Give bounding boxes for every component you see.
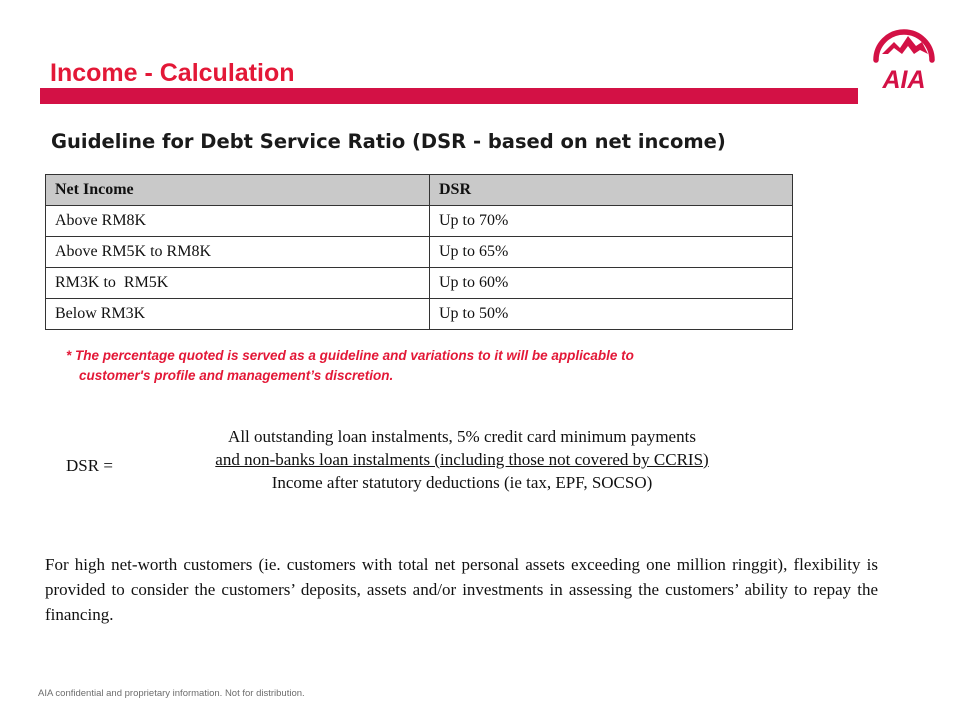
table-row	[46, 206, 793, 237]
net-income-cell: Below RM3K	[46, 299, 430, 330]
net-income-cell: RM3K to RM5K	[46, 268, 430, 299]
guideline-disclaimer-note	[66, 346, 766, 386]
aia-logo-icon	[864, 20, 944, 100]
table-header-row	[46, 175, 793, 206]
table-row	[46, 299, 793, 330]
table-row	[46, 237, 793, 268]
net-income-cell: Above RM5K to RM8K	[46, 237, 430, 268]
dsr-formula	[142, 425, 782, 494]
high-net-worth-paragraph: For high net-worth customers (ie. customers with total net personal assets exceeding one million ringgit), flexibility is provided to consider the customers’ deposits, assets and/or investments in assessing the customers’ ability to repay the financing.	[45, 555, 878, 624]
dsr-cell: Up to 70%	[430, 206, 793, 237]
note-line-2: customer's profile and management’s discretion.	[79, 368, 394, 383]
dsr-guideline-table	[45, 174, 793, 330]
column-header-dsr: DSR	[430, 175, 793, 206]
dsr-cell: Up to 65%	[430, 237, 793, 268]
formula-numerator-line-1: All outstanding loan instalments, 5% credit card minimum payments	[228, 427, 696, 446]
svg-text:AIA: AIA	[882, 66, 926, 94]
formula-denominator: Income after statutory deductions (ie tax, EPF, SOCSO)	[271, 473, 653, 492]
section-subtitle: Guideline for Debt Service Ratio (DSR - based on net income)	[51, 130, 726, 153]
net-income-cell: Above RM8K	[46, 206, 430, 237]
column-header-net-income: Net Income	[46, 175, 430, 206]
dsr-cell: Up to 50%	[430, 299, 793, 330]
formula-label: DSR =	[66, 456, 113, 475]
page-title: Income - Calculation	[50, 59, 295, 87]
dsr-cell: Up to 60%	[430, 268, 793, 299]
title-underline-bar	[40, 88, 858, 104]
note-line-1: * The percentage quoted is served as a guideline and variations to it will be applicable to	[66, 348, 634, 363]
aia-logo	[864, 20, 944, 100]
table-row	[46, 268, 793, 299]
confidentiality-footer: AIA confidential and proprietary information. Not for distribution.	[38, 688, 305, 699]
formula-numerator-line-2: and non-banks loan instalments (including those not covered by CCRIS)	[215, 450, 709, 469]
